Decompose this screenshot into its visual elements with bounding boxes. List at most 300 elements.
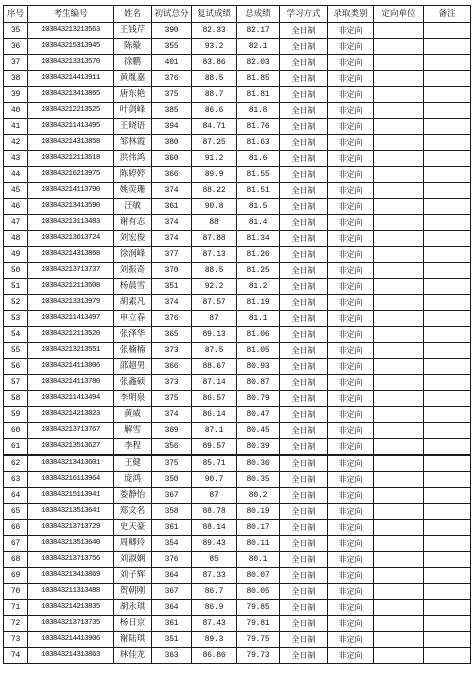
cell-initial-score: 360 bbox=[152, 151, 192, 167]
cell-study-mode: 全日制 bbox=[280, 584, 328, 600]
cell-retest-score: 88.78 bbox=[192, 504, 237, 520]
cell-admission-type: 非定向 bbox=[328, 359, 374, 375]
cell-remarks bbox=[424, 632, 471, 648]
cell-seq: 46 bbox=[4, 199, 28, 215]
cell-retest-score: 87.33 bbox=[192, 568, 237, 584]
cell-name: 刘宏俊 bbox=[114, 231, 152, 247]
cell-admission-type: 非定向 bbox=[328, 632, 374, 648]
cell-directed-unit bbox=[374, 488, 424, 504]
cell-directed-unit bbox=[374, 103, 424, 119]
cell-remarks bbox=[424, 391, 471, 407]
cell-retest-score: 82.33 bbox=[192, 23, 237, 39]
table-row bbox=[4, 632, 471, 648]
cell-retest-score: 86.14 bbox=[192, 407, 237, 423]
cell-study-mode: 全日制 bbox=[280, 616, 328, 632]
cell-admission-type: 非定向 bbox=[328, 87, 374, 103]
cell-directed-unit bbox=[374, 584, 424, 600]
header-admission-type: 录取类别 bbox=[328, 6, 374, 23]
cell-seq: 53 bbox=[4, 311, 28, 327]
cell-retest-score: 88.22 bbox=[192, 183, 237, 199]
cell-exam-id: 103843213413865 bbox=[28, 87, 114, 103]
header-total-score: 总成绩 bbox=[237, 6, 280, 23]
cell-exam-id: 103843213213551 bbox=[28, 343, 114, 359]
cell-exam-id: 103843213113483 bbox=[28, 215, 114, 231]
table-row bbox=[4, 439, 471, 456]
cell-exam-id: 103843211413494 bbox=[28, 391, 114, 407]
cell-name: 刘子辉 bbox=[114, 568, 152, 584]
table-row bbox=[4, 295, 471, 311]
cell-initial-score: 380 bbox=[152, 135, 192, 151]
cell-total-score: 81.63 bbox=[237, 135, 280, 151]
cell-retest-score: 91.2 bbox=[192, 151, 237, 167]
cell-directed-unit bbox=[374, 71, 424, 87]
cell-study-mode: 全日制 bbox=[280, 23, 328, 39]
cell-retest-score: 87.1 bbox=[192, 423, 237, 439]
cell-exam-id: 103843213413590 bbox=[28, 199, 114, 215]
cell-name: 申立春 bbox=[114, 311, 152, 327]
cell-admission-type: 非定向 bbox=[328, 263, 374, 279]
cell-exam-id: 103843213213563 bbox=[28, 23, 114, 39]
table-row bbox=[4, 600, 471, 616]
cell-remarks bbox=[424, 536, 471, 552]
cell-admission-type: 非定向 bbox=[328, 343, 374, 359]
cell-seq: 66 bbox=[4, 520, 28, 536]
cell-study-mode: 全日制 bbox=[280, 504, 328, 520]
cell-total-score: 79.75 bbox=[237, 632, 280, 648]
cell-seq: 38 bbox=[4, 71, 28, 87]
cell-total-score: 80.17 bbox=[237, 520, 280, 536]
cell-name: 贺朝刚 bbox=[114, 584, 152, 600]
cell-retest-score: 88.14 bbox=[192, 520, 237, 536]
cell-retest-score: 87.5 bbox=[192, 343, 237, 359]
cell-study-mode: 全日制 bbox=[280, 439, 328, 456]
table-row bbox=[4, 536, 471, 552]
cell-directed-unit bbox=[374, 648, 424, 664]
table-row bbox=[4, 263, 471, 279]
table-row bbox=[4, 183, 471, 199]
cell-remarks bbox=[424, 600, 471, 616]
cell-name: 徐鹏 bbox=[114, 55, 152, 71]
cell-admission-type: 非定向 bbox=[328, 568, 374, 584]
cell-admission-type: 非定向 bbox=[328, 423, 374, 439]
cell-remarks bbox=[424, 71, 471, 87]
cell-admission-type: 非定向 bbox=[328, 71, 374, 87]
cell-total-score: 81.8 bbox=[237, 103, 280, 119]
cell-directed-unit bbox=[374, 55, 424, 71]
cell-remarks bbox=[424, 183, 471, 199]
cell-total-score: 82.03 bbox=[237, 55, 280, 71]
cell-name: 张鑫硕 bbox=[114, 375, 152, 391]
cell-admission-type: 非定向 bbox=[328, 648, 374, 664]
cell-initial-score: 373 bbox=[152, 375, 192, 391]
table-row bbox=[4, 87, 471, 103]
cell-name: 徐润峰 bbox=[114, 247, 152, 263]
cell-remarks bbox=[424, 311, 471, 327]
cell-exam-id: 103843215313945 bbox=[28, 39, 114, 55]
cell-seq: 44 bbox=[4, 167, 28, 183]
cell-retest-score: 89.13 bbox=[192, 327, 237, 343]
cell-admission-type: 非定向 bbox=[328, 215, 374, 231]
cell-initial-score: 374 bbox=[152, 183, 192, 199]
cell-total-score: 81.19 bbox=[237, 295, 280, 311]
cell-admission-type: 非定向 bbox=[328, 183, 374, 199]
cell-seq: 71 bbox=[4, 600, 28, 616]
cell-directed-unit bbox=[374, 600, 424, 616]
cell-retest-score: 90.7 bbox=[192, 472, 237, 488]
cell-admission-type: 非定向 bbox=[328, 391, 374, 407]
cell-directed-unit bbox=[374, 279, 424, 295]
cell-initial-score: 363 bbox=[152, 648, 192, 664]
cell-seq: 58 bbox=[4, 391, 28, 407]
table-row bbox=[4, 327, 471, 343]
cell-total-score: 79.73 bbox=[237, 648, 280, 664]
cell-total-score: 80.47 bbox=[237, 407, 280, 423]
cell-initial-score: 364 bbox=[152, 600, 192, 616]
cell-retest-score: 87.13 bbox=[192, 247, 237, 263]
cell-directed-unit bbox=[374, 183, 424, 199]
cell-directed-unit bbox=[374, 616, 424, 632]
cell-initial-score: 376 bbox=[152, 311, 192, 327]
cell-retest-score: 88.67 bbox=[192, 359, 237, 375]
cell-name: 林佳龙 bbox=[114, 648, 152, 664]
cell-remarks bbox=[424, 103, 471, 119]
cell-initial-score: 394 bbox=[152, 119, 192, 135]
cell-total-score: 80.05 bbox=[237, 584, 280, 600]
cell-directed-unit bbox=[374, 295, 424, 311]
header-remarks: 备注 bbox=[424, 6, 471, 23]
cell-directed-unit bbox=[374, 311, 424, 327]
cell-remarks bbox=[424, 199, 471, 215]
cell-name: 张楠楠 bbox=[114, 343, 152, 359]
cell-name: 李程 bbox=[114, 439, 152, 456]
cell-remarks bbox=[424, 343, 471, 359]
cell-retest-score: 87.43 bbox=[192, 616, 237, 632]
cell-exam-id: 103843213413869 bbox=[28, 568, 114, 584]
cell-study-mode: 全日制 bbox=[280, 407, 328, 423]
cell-study-mode: 全日制 bbox=[280, 215, 328, 231]
cell-exam-id: 103843214413911 bbox=[28, 71, 114, 87]
table-row bbox=[4, 488, 471, 504]
cell-remarks bbox=[424, 295, 471, 311]
cell-study-mode: 全日制 bbox=[280, 536, 328, 552]
cell-seq: 40 bbox=[4, 103, 28, 119]
cell-retest-score: 86.9 bbox=[192, 600, 237, 616]
cell-study-mode: 全日制 bbox=[280, 151, 328, 167]
cell-study-mode: 全日制 bbox=[280, 135, 328, 151]
table-row bbox=[4, 231, 471, 247]
cell-exam-id: 103843213713737 bbox=[28, 263, 114, 279]
cell-total-score: 81.55 bbox=[237, 167, 280, 183]
cell-total-score: 81.05 bbox=[237, 343, 280, 359]
cell-retest-score: 83.86 bbox=[192, 55, 237, 71]
cell-total-score: 82.1 bbox=[237, 39, 280, 55]
cell-exam-id: 103843212213525 bbox=[28, 103, 114, 119]
cell-remarks bbox=[424, 87, 471, 103]
cell-study-mode: 全日制 bbox=[280, 359, 328, 375]
cell-seq: 72 bbox=[4, 616, 28, 632]
cell-directed-unit bbox=[374, 247, 424, 263]
cell-seq: 43 bbox=[4, 151, 28, 167]
cell-directed-unit bbox=[374, 199, 424, 215]
cell-exam-id: 103843214113790 bbox=[28, 183, 114, 199]
cell-remarks bbox=[424, 247, 471, 263]
cell-remarks bbox=[424, 375, 471, 391]
cell-retest-score: 87.14 bbox=[192, 375, 237, 391]
cell-directed-unit bbox=[374, 504, 424, 520]
table-row bbox=[4, 407, 471, 423]
cell-remarks bbox=[424, 55, 471, 71]
cell-name: 张泽华 bbox=[114, 327, 152, 343]
cell-directed-unit bbox=[374, 375, 424, 391]
cell-retest-score: 86.57 bbox=[192, 391, 237, 407]
cell-seq: 59 bbox=[4, 407, 28, 423]
cell-seq: 42 bbox=[4, 135, 28, 151]
cell-seq: 39 bbox=[4, 87, 28, 103]
cell-total-score: 81.1 bbox=[237, 311, 280, 327]
cell-retest-score: 87.25 bbox=[192, 135, 237, 151]
cell-retest-score: 90.8 bbox=[192, 199, 237, 215]
cell-seq: 41 bbox=[4, 119, 28, 135]
cell-initial-score: 351 bbox=[152, 279, 192, 295]
table-row bbox=[4, 375, 471, 391]
cell-seq: 68 bbox=[4, 552, 28, 568]
cell-exam-id: 103843214313868 bbox=[28, 247, 114, 263]
cell-seq: 69 bbox=[4, 568, 28, 584]
cell-name: 王晓语 bbox=[114, 119, 152, 135]
table-row bbox=[4, 584, 471, 600]
cell-admission-type: 非定向 bbox=[328, 536, 374, 552]
cell-seq: 70 bbox=[4, 584, 28, 600]
cell-study-mode: 全日制 bbox=[280, 247, 328, 263]
cell-remarks bbox=[424, 520, 471, 536]
table-body bbox=[4, 23, 471, 664]
cell-remarks bbox=[424, 584, 471, 600]
cell-exam-id: 103843213413601 bbox=[28, 455, 114, 472]
cell-directed-unit bbox=[374, 119, 424, 135]
cell-directed-unit bbox=[374, 536, 424, 552]
cell-name: 解雪 bbox=[114, 423, 152, 439]
cell-directed-unit bbox=[374, 327, 424, 343]
cell-remarks bbox=[424, 151, 471, 167]
cell-name: 史天豪 bbox=[114, 520, 152, 536]
cell-name: 刘振奇 bbox=[114, 263, 152, 279]
header-row bbox=[4, 6, 471, 23]
cell-name: 胡永琪 bbox=[114, 600, 152, 616]
cell-remarks bbox=[424, 215, 471, 231]
cell-total-score: 81.6 bbox=[237, 151, 280, 167]
cell-exam-id: 103843216113964 bbox=[28, 472, 114, 488]
cell-remarks bbox=[424, 167, 471, 183]
cell-initial-score: 361 bbox=[152, 520, 192, 536]
cell-name: 黄威 bbox=[114, 407, 152, 423]
cell-total-score: 82.17 bbox=[237, 23, 280, 39]
cell-name: 黄胤嘉 bbox=[114, 71, 152, 87]
cell-initial-score: 376 bbox=[152, 71, 192, 87]
cell-directed-unit bbox=[374, 87, 424, 103]
cell-name: 周卿玲 bbox=[114, 536, 152, 552]
cell-directed-unit bbox=[374, 23, 424, 39]
cell-admission-type: 非定向 bbox=[328, 295, 374, 311]
table-row bbox=[4, 215, 471, 231]
cell-exam-id: 103843214213835 bbox=[28, 600, 114, 616]
cell-directed-unit bbox=[374, 167, 424, 183]
table-row bbox=[4, 55, 471, 71]
cell-total-score: 81.2 bbox=[237, 279, 280, 295]
cell-seq: 57 bbox=[4, 375, 28, 391]
cell-admission-type: 非定向 bbox=[328, 375, 374, 391]
cell-remarks bbox=[424, 119, 471, 135]
cell-retest-score: 87.88 bbox=[192, 231, 237, 247]
cell-total-score: 80.11 bbox=[237, 536, 280, 552]
cell-total-score: 80.87 bbox=[237, 375, 280, 391]
table-row bbox=[4, 167, 471, 183]
cell-remarks bbox=[424, 472, 471, 488]
header-directed-unit: 定向单位 bbox=[374, 6, 424, 23]
cell-total-score: 80.36 bbox=[237, 455, 280, 472]
table-row bbox=[4, 648, 471, 664]
table-row bbox=[4, 423, 471, 439]
cell-retest-score: 92.2 bbox=[192, 279, 237, 295]
cell-total-score: 79.85 bbox=[237, 600, 280, 616]
cell-admission-type: 非定向 bbox=[328, 55, 374, 71]
cell-initial-score: 366 bbox=[152, 167, 192, 183]
cell-total-score: 80.1 bbox=[237, 552, 280, 568]
cell-initial-score: 375 bbox=[152, 87, 192, 103]
table-row bbox=[4, 568, 471, 584]
cell-directed-unit bbox=[374, 455, 424, 472]
cell-seq: 47 bbox=[4, 215, 28, 231]
cell-admission-type: 非定向 bbox=[328, 279, 374, 295]
cell-initial-score: 375 bbox=[152, 391, 192, 407]
cell-initial-score: 374 bbox=[152, 231, 192, 247]
cell-total-score: 81.85 bbox=[237, 71, 280, 87]
cell-initial-score: 351 bbox=[152, 632, 192, 648]
cell-retest-score: 89.9 bbox=[192, 167, 237, 183]
cell-remarks bbox=[424, 552, 471, 568]
cell-study-mode: 全日制 bbox=[280, 327, 328, 343]
cell-directed-unit bbox=[374, 439, 424, 456]
cell-retest-score: 85.71 bbox=[192, 455, 237, 472]
cell-study-mode: 全日制 bbox=[280, 423, 328, 439]
cell-seq: 56 bbox=[4, 359, 28, 375]
cell-admission-type: 非定向 bbox=[328, 584, 374, 600]
cell-remarks bbox=[424, 568, 471, 584]
cell-total-score: 80.93 bbox=[237, 359, 280, 375]
cell-study-mode: 全日制 bbox=[280, 71, 328, 87]
cell-seq: 61 bbox=[4, 439, 28, 456]
cell-remarks bbox=[424, 231, 471, 247]
cell-retest-score: 88.5 bbox=[192, 263, 237, 279]
table-row bbox=[4, 247, 471, 263]
cell-initial-score: 355 bbox=[152, 39, 192, 55]
cell-name: 陈璇 bbox=[114, 39, 152, 55]
cell-admission-type: 非定向 bbox=[328, 407, 374, 423]
cell-directed-unit bbox=[374, 552, 424, 568]
cell-total-score: 81.25 bbox=[237, 263, 280, 279]
cell-directed-unit bbox=[374, 407, 424, 423]
cell-name: 邵超男 bbox=[114, 359, 152, 375]
cell-exam-id: 103843211313488 bbox=[28, 584, 114, 600]
cell-retest-score: 93.2 bbox=[192, 39, 237, 55]
cell-study-mode: 全日制 bbox=[280, 103, 328, 119]
table-row bbox=[4, 23, 471, 39]
table-row bbox=[4, 39, 471, 55]
cell-seq: 54 bbox=[4, 327, 28, 343]
cell-seq: 65 bbox=[4, 504, 28, 520]
cell-directed-unit bbox=[374, 215, 424, 231]
cell-admission-type: 非定向 bbox=[328, 504, 374, 520]
cell-study-mode: 全日制 bbox=[280, 600, 328, 616]
cell-initial-score: 354 bbox=[152, 536, 192, 552]
cell-seq: 62 bbox=[4, 455, 28, 472]
cell-exam-id: 103843214313858 bbox=[28, 135, 114, 151]
cell-seq: 63 bbox=[4, 472, 28, 488]
cell-name: 庞鸿 bbox=[114, 472, 152, 488]
cell-admission-type: 非定向 bbox=[328, 616, 374, 632]
cell-exam-id: 103843214413906 bbox=[28, 632, 114, 648]
cell-directed-unit bbox=[374, 359, 424, 375]
table-row bbox=[4, 359, 471, 375]
cell-retest-score: 85 bbox=[192, 552, 237, 568]
cell-initial-score: 364 bbox=[152, 568, 192, 584]
cell-study-mode: 全日制 bbox=[280, 568, 328, 584]
cell-directed-unit bbox=[374, 231, 424, 247]
table-row bbox=[4, 455, 471, 472]
cell-total-score: 79.81 bbox=[237, 616, 280, 632]
table-row bbox=[4, 391, 471, 407]
cell-total-score: 81.4 bbox=[237, 215, 280, 231]
cell-retest-score: 86.86 bbox=[192, 648, 237, 664]
cell-total-score: 81.06 bbox=[237, 327, 280, 343]
cell-total-score: 81.51 bbox=[237, 183, 280, 199]
cell-total-score: 80.07 bbox=[237, 568, 280, 584]
table-row bbox=[4, 279, 471, 295]
cell-study-mode: 全日制 bbox=[280, 279, 328, 295]
cell-remarks bbox=[424, 504, 471, 520]
cell-exam-id: 103843212113520 bbox=[28, 327, 114, 343]
cell-admission-type: 非定向 bbox=[328, 472, 374, 488]
cell-study-mode: 全日制 bbox=[280, 231, 328, 247]
cell-exam-id: 103843213713729 bbox=[28, 520, 114, 536]
cell-name: 姚荧珊 bbox=[114, 183, 152, 199]
admission-score-sheet bbox=[3, 5, 470, 664]
cell-initial-score: 365 bbox=[152, 327, 192, 343]
cell-study-mode: 全日制 bbox=[280, 199, 328, 215]
cell-total-score: 80.2 bbox=[237, 488, 280, 504]
table-row bbox=[4, 311, 471, 327]
cell-admission-type: 非定向 bbox=[328, 103, 374, 119]
cell-remarks bbox=[424, 135, 471, 151]
cell-initial-score: 374 bbox=[152, 295, 192, 311]
table-row bbox=[4, 119, 471, 135]
table-row bbox=[4, 199, 471, 215]
cell-initial-score: 373 bbox=[152, 343, 192, 359]
cell-exam-id: 103843214313863 bbox=[28, 648, 114, 664]
cell-admission-type: 非定向 bbox=[328, 231, 374, 247]
cell-initial-score: 374 bbox=[152, 215, 192, 231]
cell-exam-id: 103843216213975 bbox=[28, 167, 114, 183]
cell-remarks bbox=[424, 648, 471, 664]
cell-seq: 51 bbox=[4, 279, 28, 295]
cell-name: 邹林霞 bbox=[114, 135, 152, 151]
cell-study-mode: 全日制 bbox=[280, 520, 328, 536]
cell-retest-score: 88 bbox=[192, 215, 237, 231]
cell-total-score: 81.34 bbox=[237, 231, 280, 247]
cell-exam-id: 103843213713735 bbox=[28, 616, 114, 632]
cell-initial-score: 375 bbox=[152, 455, 192, 472]
cell-exam-id: 103843213513641 bbox=[28, 504, 114, 520]
cell-directed-unit bbox=[374, 343, 424, 359]
